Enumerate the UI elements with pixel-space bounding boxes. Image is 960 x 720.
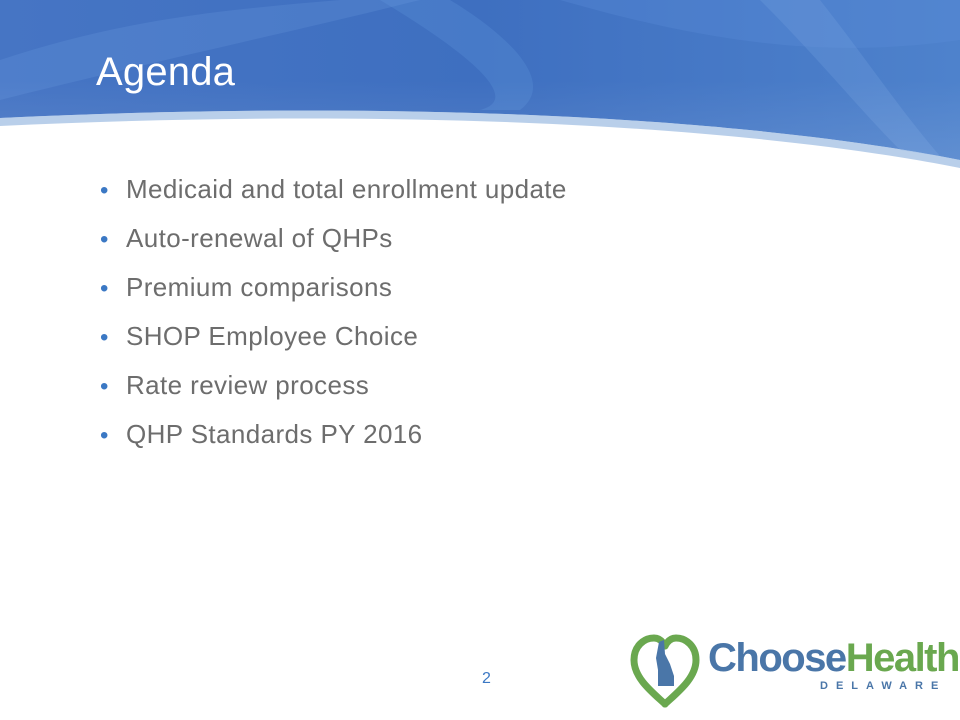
- choose-health-delaware-logo: [628, 630, 959, 710]
- agenda-item: [100, 419, 567, 468]
- page-number: 2: [482, 670, 491, 687]
- agenda-item: [100, 370, 567, 419]
- agenda-item-label: Auto-renewal of QHPs: [126, 223, 393, 253]
- agenda-item-label: SHOP Employee Choice: [126, 321, 419, 351]
- logo-wordmark: [708, 638, 959, 678]
- agenda-item: [100, 272, 567, 321]
- bullet-dot-icon: •: [100, 422, 109, 449]
- logo-word-choose: Choose: [708, 636, 846, 680]
- bullet-dot-icon: •: [100, 177, 109, 204]
- agenda-item: [100, 174, 567, 223]
- agenda-item: [100, 223, 567, 272]
- slide-title: Agenda: [96, 50, 236, 94]
- heart-with-delaware-map-icon: [628, 630, 702, 710]
- header-banner: [0, 0, 960, 200]
- logo-word-health: Health: [845, 636, 959, 680]
- agenda-list: [100, 174, 567, 468]
- bullet-dot-icon: •: [100, 275, 109, 302]
- logo-state: DELAWARE: [820, 680, 947, 692]
- agenda-item-label: Medicaid and total enrollment update: [126, 174, 567, 204]
- agenda-item-label: Premium comparisons: [126, 272, 393, 302]
- agenda-item-label: QHP Standards PY 2016: [126, 419, 423, 449]
- bullet-dot-icon: •: [100, 226, 109, 253]
- agenda-item: [100, 321, 567, 370]
- agenda-item-label: Rate review process: [126, 370, 370, 400]
- bullet-dot-icon: •: [100, 324, 109, 351]
- bullet-dot-icon: •: [100, 373, 109, 400]
